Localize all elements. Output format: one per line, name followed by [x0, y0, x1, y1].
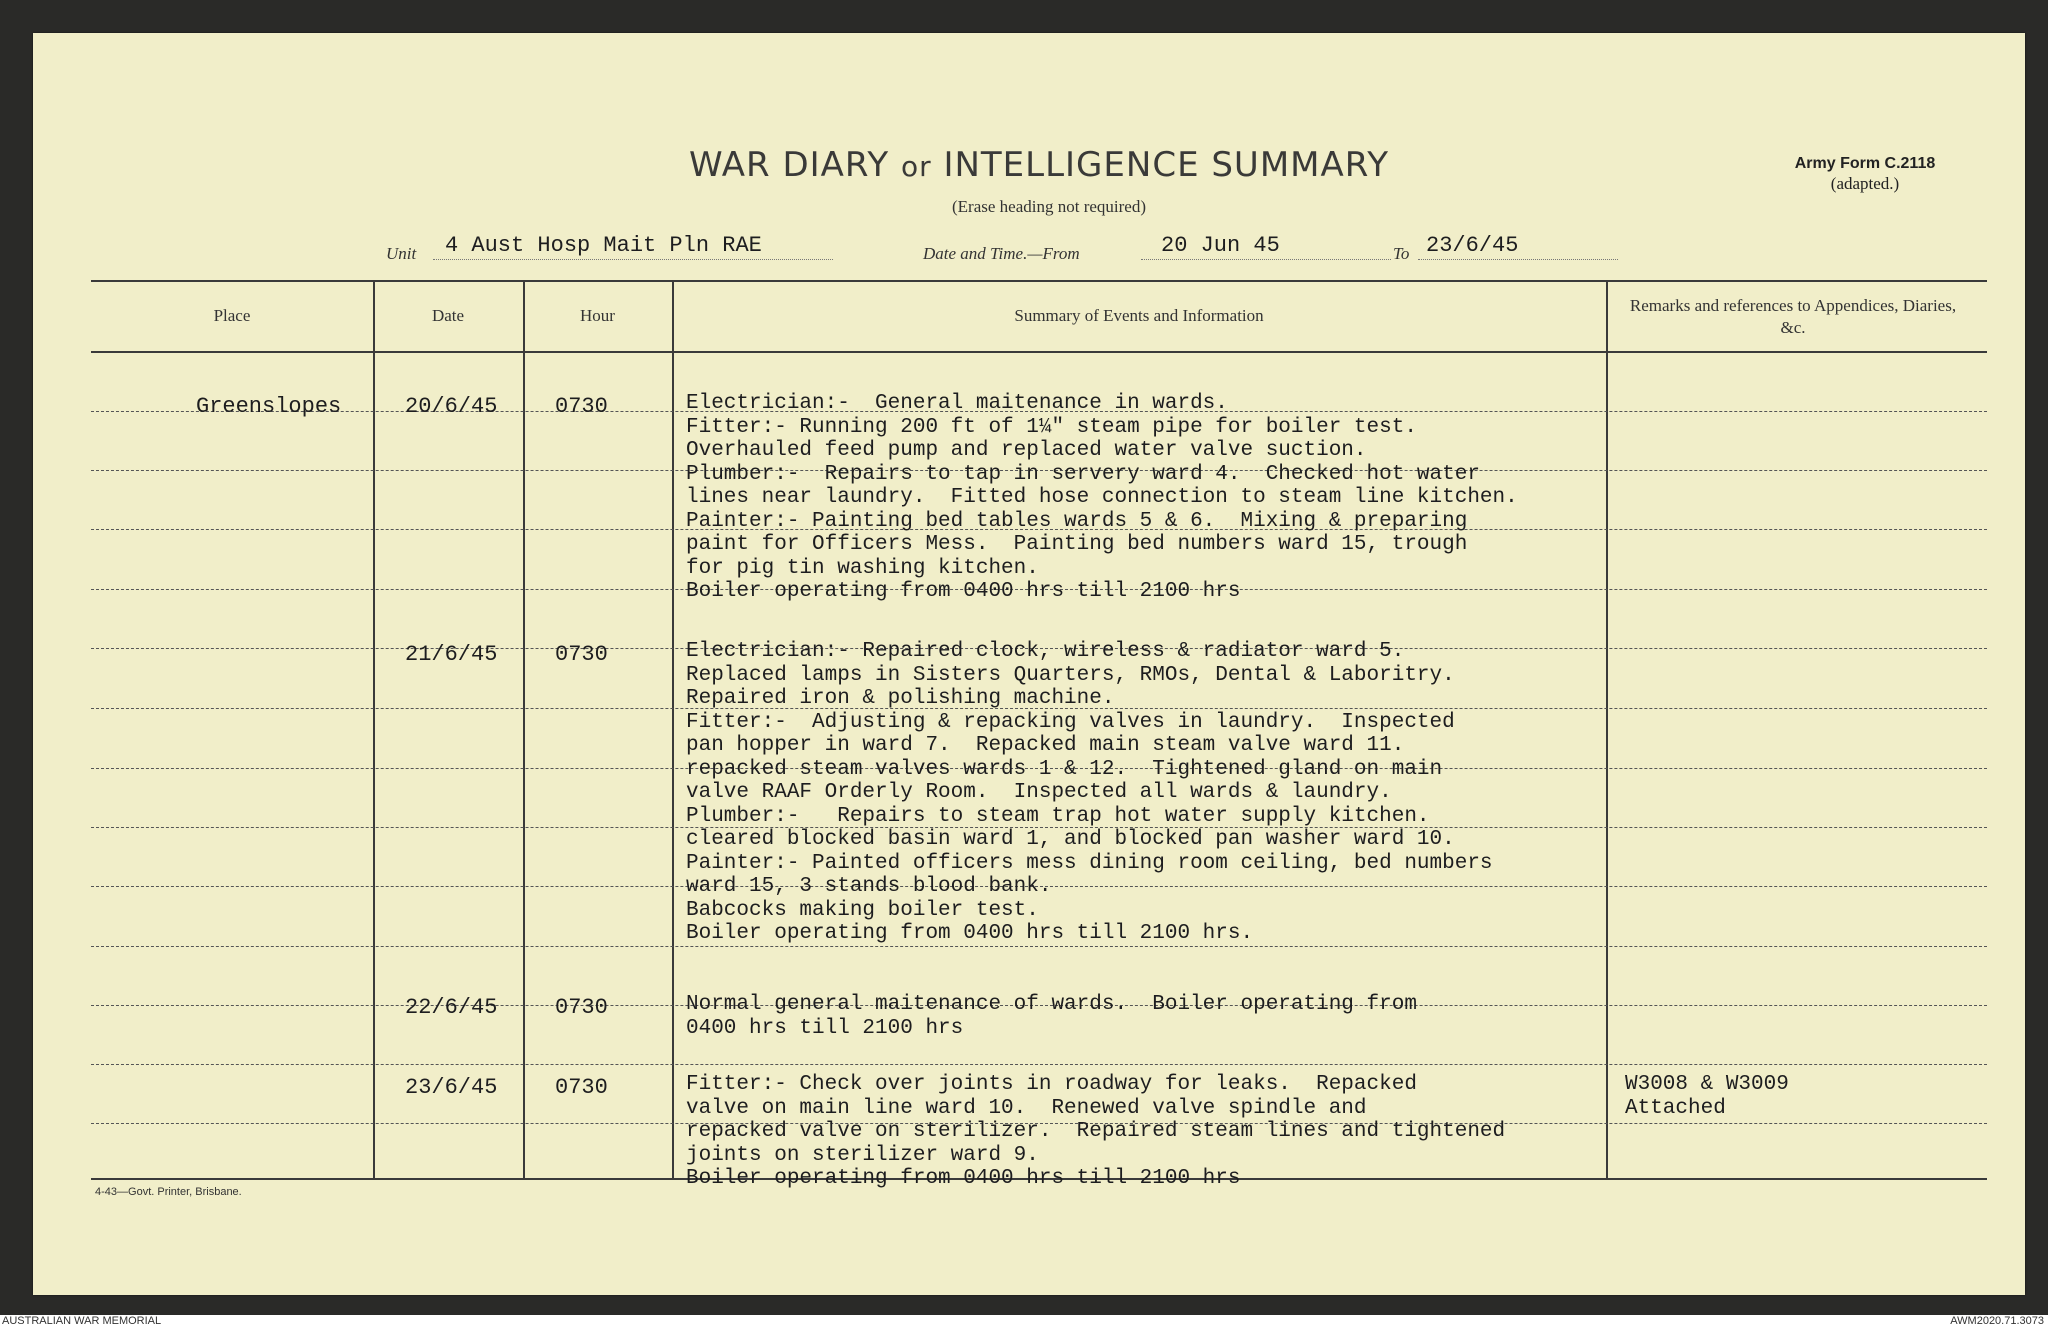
subtitle: (Erase heading not required): [952, 197, 1146, 216]
title-part2: INTELLIGENCE SUMMARY: [943, 145, 1389, 185]
header-date: Date: [431, 306, 465, 325]
date-from-label: Date and Time.—From: [923, 244, 1080, 263]
war-diary-sheet: [33, 33, 2025, 1295]
row-guide-line: [91, 946, 1987, 947]
entry-4-date: 23/6/45: [405, 1075, 498, 1100]
archive-name: AUSTRALIAN WAR MEMORIAL: [2, 1315, 162, 1327]
col-divider-date: [523, 280, 525, 1180]
table-top-rule: [91, 280, 1987, 282]
table-header-rule: [91, 351, 1987, 353]
header-remarks: Remarks and references to Appendices, Diaries, &c.: [1629, 296, 1957, 337]
unit-label: Unit: [386, 244, 417, 263]
entry-2-summary: Electrician:- Repaired clock, wireless & radiator ward 5. Replaced lamps in Sisters Quarters, RMOs, Dental & Laboritry. Repaired iron & polishing machine. Fitter:- Adjusting & repacking valves in laundry. Inspected pan hopper in ward 7. Repacked main steam valve ward 11. repacked steam valves wards 1 & 12. Tightened gland on main valve RAAF Orderly Room. Inspected all wards & laundry. Plumber:- Repairs to steam trap hot water supply kitchen. cleared blocked basin ward 1, and blocked pan washer ward 10. Painter:- Painted officers mess dining room ceiling, bed numbers ward 15, 3 stands blood bank. Babcocks making boiler test. Boiler operating from 0400 hrs till 2100 hrs.: [686, 640, 1493, 945]
archive-reference: AWM2020.71.3073: [1950, 1315, 2044, 1327]
col-divider-place: [373, 280, 375, 1180]
entry-1-summary: Electrician:- General maitenance in wards. Fitter:- Running 200 ft of 1¼" steam pipe for boiler test. Overhauled feed pump and replaced water valve suction. Plumber:- Repairs to tap in servery ward 4. Checked hot water lines near laundry. Fitted hose connection to steam line kitchen. Painter:- Painting bed tables wards 5 & 6. Mixing & preparing paint for Officers Mess. Painting bed numbers ward 15, trough for pig tin washing kitchen. Boiler operating from 0400 hrs till 2100 hrs: [686, 392, 1518, 603]
header-place: Place: [213, 306, 251, 325]
entry-3-date: 22/6/45: [405, 995, 498, 1020]
header-summary: Summary of Events and Information: [1014, 306, 1264, 325]
entry-3-hour: 0730: [555, 995, 608, 1020]
date-to-label: To: [1393, 244, 1410, 263]
date-to-dotted-line: [1418, 259, 1618, 260]
header-hour: Hour: [580, 306, 615, 325]
entry-4-summary: Fitter:- Check over joints in roadway for leaks. Repacked valve on main line ward 10. Renewed valve spindle and repacked valve on sterilizer. Repaired steam lines and tightened joints on sterilizer ward 9. Boiler operating from 0400 hrs till 2100 hrs: [686, 1073, 1506, 1190]
date-from-dotted-line: [1141, 259, 1391, 260]
entry-1-hour: 0730: [555, 394, 608, 419]
army-form-number: Army Form C.2118: [1794, 155, 1936, 172]
entry-2-date: 21/6/45: [405, 642, 498, 667]
adapted-label: (adapted.): [1830, 174, 1900, 193]
entry-2-hour: 0730: [555, 642, 608, 667]
archive-caption-bar: [0, 1315, 2048, 1329]
entry-1-place: Greenslopes: [196, 394, 342, 419]
unit-value: 4 Aust Hosp Mait Pln RAE: [445, 233, 762, 258]
printer-footer: 4-43—Govt. Printer, Brisbane.: [95, 1186, 242, 1198]
page-title: [33, 145, 2025, 185]
title-part1: WAR DIARY: [689, 145, 890, 185]
date-from-value: 20 Jun 45: [1161, 233, 1280, 258]
unit-dotted-line: [433, 259, 833, 260]
army-form-label: [1755, 154, 1975, 194]
title-or: or: [900, 150, 932, 183]
entry-3-summary: Normal general maitenance of wards. Boiler operating from 0400 hrs till 2100 hrs: [686, 993, 1417, 1040]
row-guide-line: [91, 1064, 1987, 1065]
entry-1-date: 20/6/45: [405, 394, 498, 419]
date-to-value: 23/6/45: [1426, 233, 1519, 258]
entry-4-remarks: W3008 & W3009 Attached: [1625, 1073, 1789, 1120]
col-divider-hour: [672, 280, 674, 1180]
entry-4-hour: 0730: [555, 1075, 608, 1100]
